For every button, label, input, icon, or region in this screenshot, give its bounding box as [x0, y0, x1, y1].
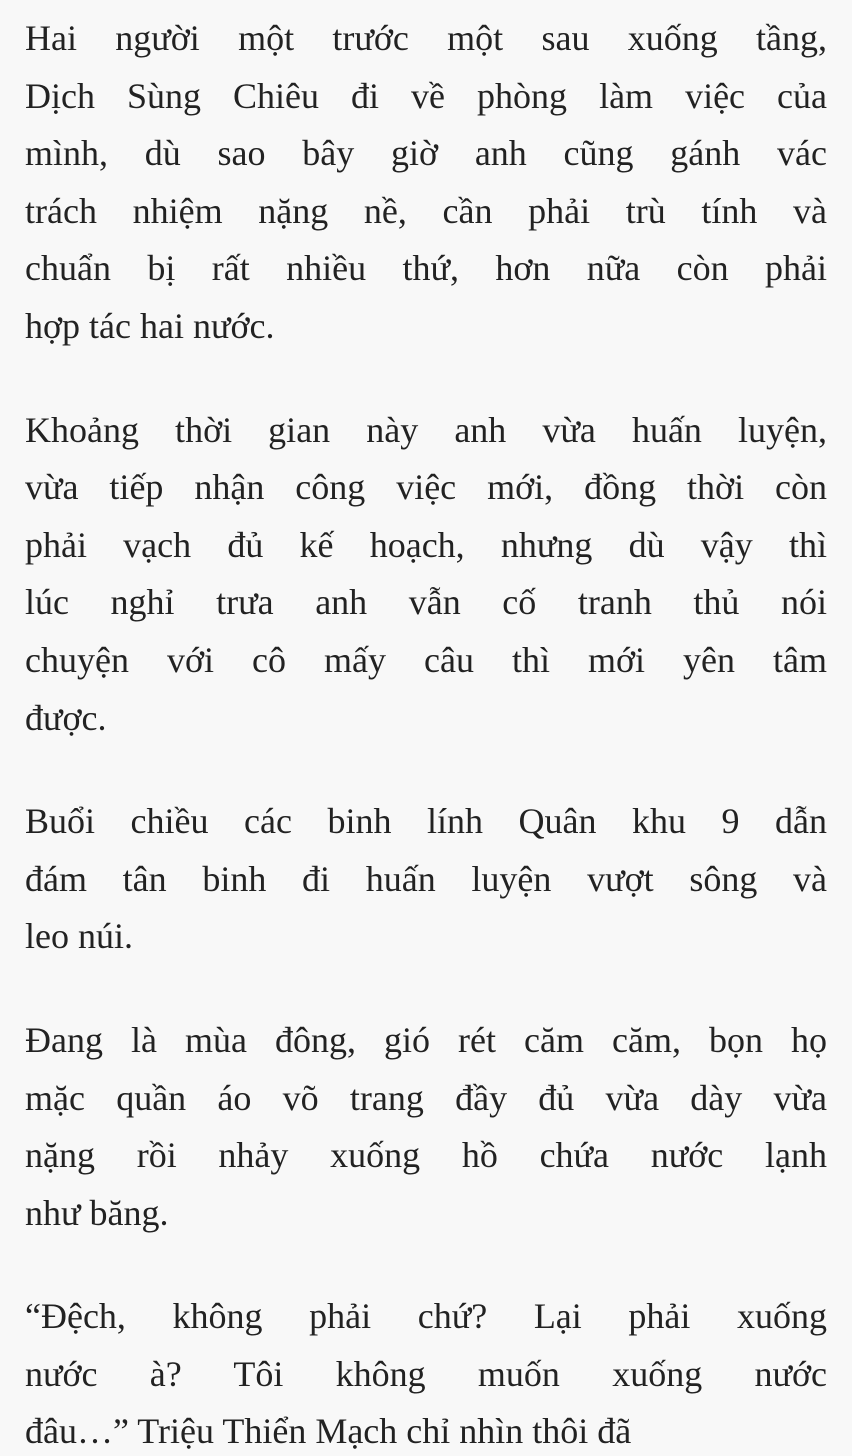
- text-line: nước à? Tôi không muốn xuống nước: [25, 1353, 827, 1394]
- paragraph: [25, 1288, 827, 1456]
- text-line: chuẩn bị rất nhiều thứ, hơn nữa còn phải: [25, 248, 827, 289]
- text-line: đám tân binh đi huấn luyện vượt sông và: [25, 858, 827, 899]
- text-line: như băng.: [25, 1192, 169, 1233]
- text-line: Khoảng thời gian này anh vừa huấn luyện,: [25, 409, 827, 450]
- paragraph: [25, 1012, 827, 1242]
- text-line: vừa tiếp nhận công việc mới, đồng thời còn: [25, 467, 827, 508]
- text-line: phải vạch đủ kế hoạch, nhưng dù vậy thì: [25, 524, 827, 565]
- text-line: Buổi chiều các binh lính Quân khu 9 dẫn: [25, 801, 827, 842]
- paragraph: [25, 793, 827, 966]
- text-line: hợp tác hai nước.: [25, 305, 275, 346]
- text-line: được.: [25, 697, 107, 738]
- text-line: nặng rồi nhảy xuống hồ chứa nước lạnh: [25, 1135, 827, 1176]
- text-line: đâu…” Triệu Thiển Mạch chỉ nhìn thôi đã: [25, 1411, 632, 1452]
- text-line: mình, dù sao bây giờ anh cũng gánh vác: [25, 133, 827, 174]
- text-line: mặc quần áo võ trang đầy đủ vừa dày vừa: [25, 1077, 827, 1118]
- text-line: Đang là mùa đông, gió rét căm căm, bọn họ: [25, 1019, 827, 1060]
- text-line: chuyện với cô mấy câu thì mới yên tâm: [25, 639, 827, 680]
- text-line: leo núi.: [25, 916, 133, 957]
- text-line: lúc nghỉ trưa anh vẫn cố tranh thủ nói: [25, 582, 827, 623]
- text-line: Hai người một trước một sau xuống tầng,: [25, 18, 827, 58]
- paragraph: [25, 402, 827, 748]
- paragraph: [25, 10, 827, 356]
- text-line: trách nhiệm nặng nề, cần phải trù tính và: [25, 190, 827, 231]
- text-line: “Đệch, không phải chứ? Lại phải xuống: [25, 1296, 827, 1337]
- text-line: Dịch Sùng Chiêu đi về phòng làm việc của: [25, 75, 827, 116]
